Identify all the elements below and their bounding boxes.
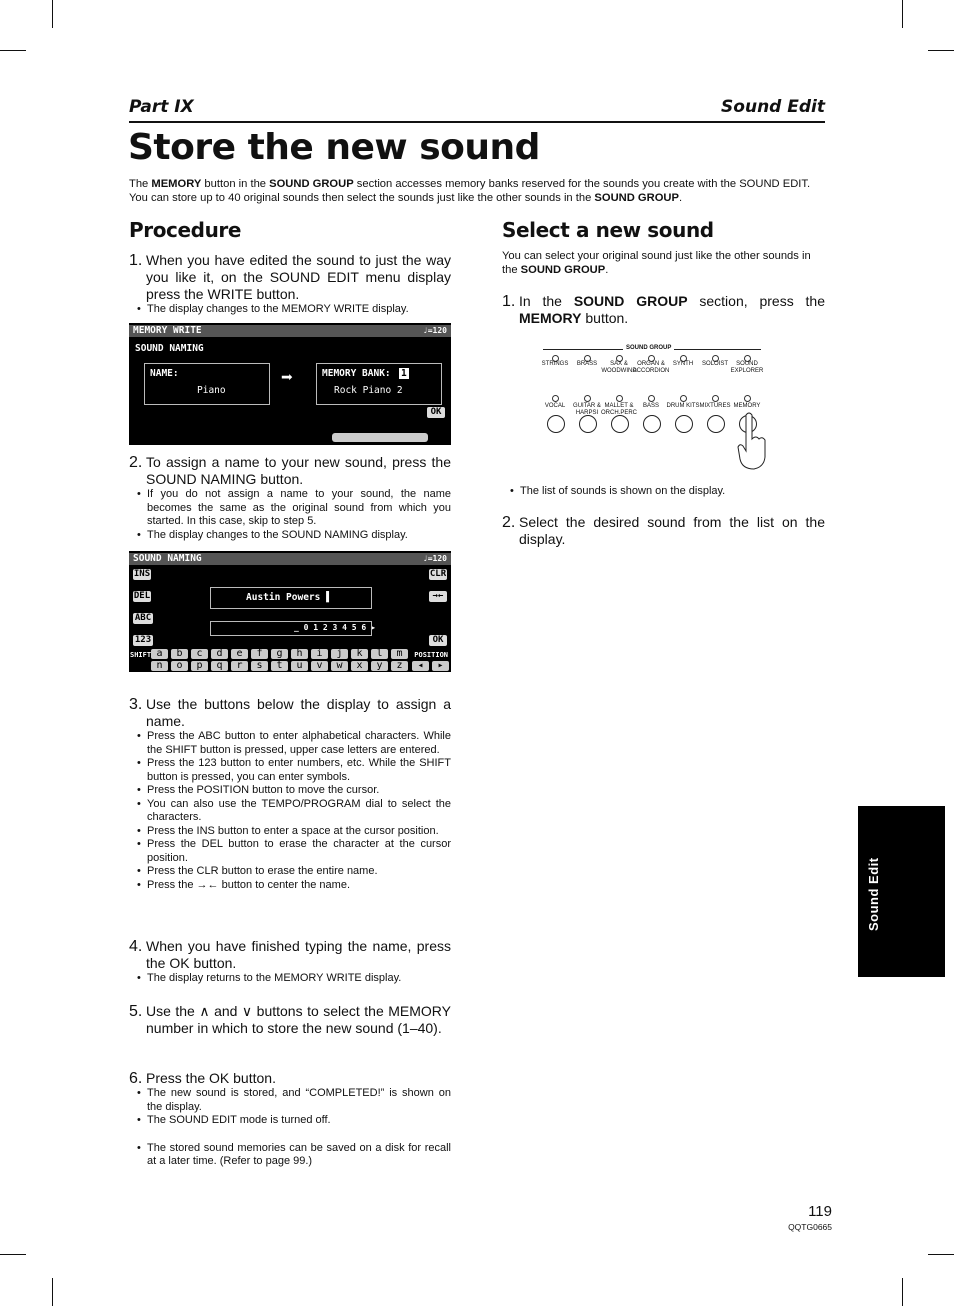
step-5: 5. Use the ∧ and ∨ buttons to select the MEMORY number in which to store the new sound (1–40). <box>129 1003 451 1036</box>
key-m[interactable]: m <box>391 649 408 659</box>
key-z[interactable]: z <box>391 661 408 671</box>
sound-group-label: STRINGS <box>541 361 569 367</box>
sound-group-label: SYNTH <box>672 361 694 367</box>
part-label: Part IX <box>129 97 194 117</box>
page-number: 119 <box>808 1203 832 1220</box>
button-mallet-orch-perc[interactable] <box>611 415 629 433</box>
button-drum-kits[interactable] <box>675 415 693 433</box>
num-button[interactable]: 123 <box>134 635 152 645</box>
led-vocal <box>552 395 559 402</box>
key-j[interactable]: j <box>331 649 348 659</box>
header-rule <box>129 121 825 123</box>
step-4: 4. When you have finished typing the name, press the OK button. • The display returns to the MEMORY WRITE display. <box>129 938 451 984</box>
sound-group-panel <box>535 343 775 473</box>
screen-title: MEMORY WRITE <box>133 325 202 336</box>
screen-title: SOUND NAMING <box>133 553 202 564</box>
abc-button[interactable]: ABC <box>134 613 152 623</box>
section-label: Sound Edit <box>721 97 825 117</box>
position-left-button[interactable]: ◂ <box>412 661 429 671</box>
arrow-right-icon: ➡ <box>281 365 294 389</box>
led-guitar-harpsi <box>584 395 591 402</box>
key-e[interactable]: e <box>231 649 248 659</box>
select-step-1: 1. In the SOUND GROUP section, press the MEMORY button. <box>502 293 825 326</box>
sound-group-label: ORGAN & ACCORDION <box>632 361 670 374</box>
doc-code: QQTG0665 <box>788 1222 832 1232</box>
memory-write-screen: MEMORY WRITE ♩=120 SOUND NAMING NAME: Piano ➡ MEMORY BANK: 1 Rock Piano 2 OK <box>129 323 451 445</box>
key-b[interactable]: b <box>171 649 188 659</box>
procedure-heading: Procedure <box>129 218 242 242</box>
ok-button[interactable]: OK <box>427 407 445 418</box>
key-r[interactable]: r <box>231 661 248 671</box>
center-button[interactable]: →← <box>429 591 447 602</box>
sound-group-label: SAX & WOODWIND <box>601 361 637 374</box>
sound-group-label: GUITAR & HARPSI <box>573 403 601 416</box>
ins-button[interactable]: INS <box>133 569 151 579</box>
ok-button[interactable]: OK <box>429 635 447 646</box>
position-right-button[interactable]: ▸ <box>432 661 449 671</box>
key-u[interactable]: u <box>291 661 308 671</box>
step-1: 1. When you have edited the sound to just the way you like it, on the SOUND EDIT menu display press the WRITE button. • The display changes to the MEMORY WRITE display. <box>129 252 451 315</box>
sound-group-label: SOUND EXPLORER <box>730 361 764 374</box>
select-bullet: • The list of sounds is shown on the display. <box>510 485 726 497</box>
key-d[interactable]: d <box>211 649 228 659</box>
side-tab <box>858 806 945 977</box>
sound-group-label: BASS <box>642 403 659 409</box>
led-memory <box>744 395 751 402</box>
button-guitar-harpsi[interactable] <box>579 415 597 433</box>
del-button[interactable]: DEL <box>133 591 151 601</box>
button-bass[interactable] <box>643 415 661 433</box>
button-vocal[interactable] <box>547 415 565 433</box>
sound-group-label: VOCAL <box>544 403 566 409</box>
sound-group-title: SOUND GROUP <box>623 345 674 351</box>
sound-group-label: DRUM KITS <box>666 403 700 409</box>
sound-group-label: MALLET & ORCH.PERC <box>600 403 637 416</box>
step-2: 2. To assign a name to your new sound, press the SOUND NAMING button. • If you do not assign a name to your sound, the name becomes the same as the original sound from which you started. In this case, skip to step 5. • The display changes to the SOUND NAMING display. <box>129 454 451 541</box>
sound-group-label: BRASS <box>576 361 598 367</box>
key-v[interactable]: v <box>311 661 328 671</box>
key-k[interactable]: k <box>351 649 368 659</box>
pointing-hand-icon <box>734 411 770 471</box>
page-title: Store the new sound <box>128 127 540 168</box>
key-i[interactable]: i <box>311 649 328 659</box>
clr-button[interactable]: CLR <box>429 569 447 579</box>
led-mixtures <box>712 395 719 402</box>
key-w[interactable]: w <box>331 661 348 671</box>
key-h[interactable]: h <box>291 649 308 659</box>
name-field: Austin Powers ▌ <box>246 592 332 603</box>
sound-group-label: SOLOIST <box>701 361 728 367</box>
key-o[interactable]: o <box>171 661 188 671</box>
key-s[interactable]: s <box>251 661 268 671</box>
led-bass <box>648 395 655 402</box>
select-intro: You can select your original sound just like the other sounds in the SOUND GROUP. <box>502 250 811 276</box>
key-q[interactable]: q <box>211 661 228 671</box>
side-tab-label: Sound Edit <box>866 857 881 931</box>
step-3: 3. Use the buttons below the display to assign a name. • Press the ABC button to enter alphabetical characters. While the SHIFT button is pressed, upper case letters are entered. • Press the 123 button to enter numbers, etc. While the SHIFT button is pressed, you can enter symbols. • Press the POSITION button to move the cursor. • You can also use the TEMPO/PROGRAM dial to select the characters. • Press the INS button to enter a space at the cursor position. • Press the DEL button to erase the character at the cursor position. • Press the CLR button to erase the entire name. • Press the →← button to center the name. <box>129 696 451 891</box>
sound-group-label: MEMORY <box>733 403 761 409</box>
key-t[interactable]: t <box>271 661 288 671</box>
led-mallet-orch-perc <box>616 395 623 402</box>
key-l[interactable]: l <box>371 649 388 659</box>
key-n[interactable]: n <box>151 661 168 671</box>
intro-paragraph: The MEMORY button in the SOUND GROUP section accesses memory banks reserved for the sounds you create with the SOUND EDIT. You can store up to 40 original sounds then select the sounds just like the other sounds in the SOUND GROUP. <box>129 178 811 204</box>
led-drum-kits <box>680 395 687 402</box>
key-x[interactable]: x <box>351 661 368 671</box>
char-selector: _ 0 1 2 3 4 5 6 ▸ <box>294 623 376 632</box>
sound-naming-screen: SOUND NAMING ♩=120 INS DEL ABC 123 CLR →← OK Austin Powers ▌ _ 0 1 2 3 4 5 6 ▸ SHIFT POSITION a b c d e f g h i j k l m n o p q r s t u v w x y z ◂ ▸ <box>129 551 451 672</box>
key-g[interactable]: g <box>271 649 288 659</box>
key-a[interactable]: a <box>151 649 168 659</box>
key-y[interactable]: y <box>371 661 388 671</box>
select-heading: Select a new sound <box>502 218 714 242</box>
sound-group-label: MIXTURES <box>699 403 731 409</box>
step-6: 6. Press the OK button. • The new sound is stored, and “COMPLETED!” is shown on the display. • The SOUND EDIT mode is turned off. • The stored sound memories can be saved on a disk for recall at a later time. (Refer to page 99.) <box>129 1070 451 1167</box>
key-c[interactable]: c <box>191 649 208 659</box>
key-f[interactable]: f <box>251 649 268 659</box>
key-p[interactable]: p <box>191 661 208 671</box>
button-mixtures[interactable] <box>707 415 725 433</box>
select-step-2: 2. Select the desired sound from the list on the display. <box>502 514 825 547</box>
scroll-slider[interactable] <box>332 433 428 442</box>
